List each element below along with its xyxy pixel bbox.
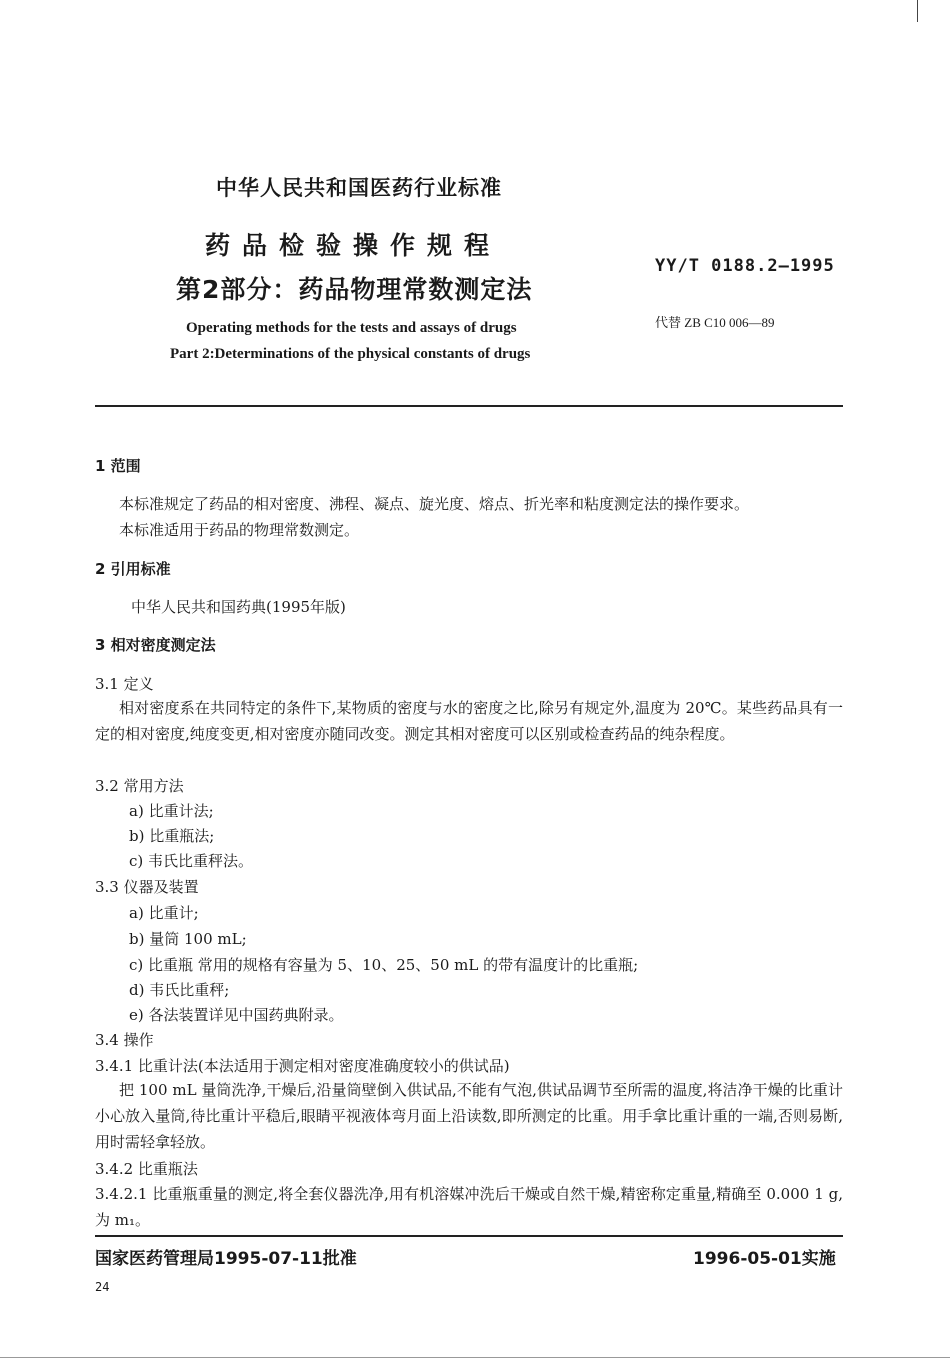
scan-mark-top-right [917, 0, 918, 22]
section-3-2-item-a: a) 比重计法; [129, 802, 214, 820]
standard-type: 中华人民共和国医药行业标准 [216, 176, 502, 200]
replaces-note: 代替 ZB C10 006—89 [655, 315, 775, 330]
section-3-3-item-c: c) 比重瓶 常用的规格有容量为 5、10、25、50 mL 的带有温度计的比重瓶; [129, 956, 639, 974]
section-3-3-item-a: a) 比重计; [129, 904, 199, 922]
page-number: 24 [95, 1280, 110, 1294]
section-3-3-item-b: b) 量筒 100 mL; [129, 930, 247, 948]
section-3-4-heading: 3.4 操作 [95, 1031, 154, 1049]
scan-edge-bottom [0, 1357, 950, 1358]
header-divider [95, 405, 843, 407]
english-title-line-1: Operating methods for the tests and assays of drugs [186, 320, 517, 336]
approval-date: 国家医药管理局1995-07-11批准 [95, 1249, 357, 1269]
section-3-4-1-paragraph: 把 100 mL 量筒洗净,干燥后,沿量筒壁倒入供试品,不能有气泡,供试品调节至所需的温度,将洁净干燥的比重计小心放入量筒,待比重计平稳后,眼睛平视液体弯月面上沿读数,即所测定的比重。用手拿比重计重的一端,否则易断,用时需轻拿轻放。 [95, 1081, 843, 1151]
section-3-2-item-b: b) 比重瓶法; [129, 827, 215, 845]
section-1-paragraph-1: 本标准规定了药品的相对密度、沸程、凝点、旋光度、熔点、折光率和粘度测定法的操作要求。 [119, 495, 750, 513]
section-3-4-1-heading: 3.4.1 比重计法(本法适用于测定相对密度准确度较小的供试品) [95, 1057, 510, 1075]
footer-divider [95, 1235, 843, 1237]
section-3-4-2-heading: 3.4.2 比重瓶法 [95, 1160, 198, 1178]
title-line-1: 药品检验操作规程 [205, 231, 502, 260]
effective-date: 1996-05-01实施 [693, 1249, 836, 1269]
section-3-2-item-c: c) 韦氏比重秤法。 [129, 852, 254, 870]
section-3-4-2-1-paragraph: 3.4.2.1 比重瓶重量的测定,将全套仪器洗净,用有机溶媒冲洗后干燥或自然干燥,精密称定重量,精确至 0.000 1 g,为 m₁。 [95, 1185, 843, 1229]
section-2-heading: 2 引用标准 [95, 560, 171, 578]
english-title-line-2: Part 2:Determinations of the physical constants of drugs [170, 346, 531, 362]
section-3-3-item-d: d) 韦氏比重秤; [129, 981, 230, 999]
section-3-2-heading: 3.2 常用方法 [95, 777, 184, 795]
section-3-heading: 3 相对密度测定法 [95, 636, 216, 654]
standard-code: YY/T 0188.2—1995 [655, 256, 835, 276]
section-3-3-heading: 3.3 仪器及装置 [95, 878, 199, 896]
title-line-2: 第2部分：药品物理常数测定法 [176, 275, 533, 304]
section-1-paragraph-2: 本标准适用于药品的物理常数测定。 [119, 521, 360, 539]
section-2-paragraph-1: 中华人民共和国药典(1995年版) [131, 598, 346, 616]
section-1-heading: 1 范围 [95, 457, 141, 475]
section-3-1-paragraph: 相对密度系在共同特定的条件下,某物质的密度与水的密度之比,除另有规定外,温度为 20℃。某些药品具有一定的相对密度,纯度变更,相对密度亦随同改变。测定其相对密度可以区别或检查药品的纯杂程度。 [95, 699, 843, 743]
section-3-3-item-e: e) 各法装置详见中国药典附录。 [129, 1006, 344, 1024]
section-3-1-heading: 3.1 定义 [95, 675, 154, 693]
